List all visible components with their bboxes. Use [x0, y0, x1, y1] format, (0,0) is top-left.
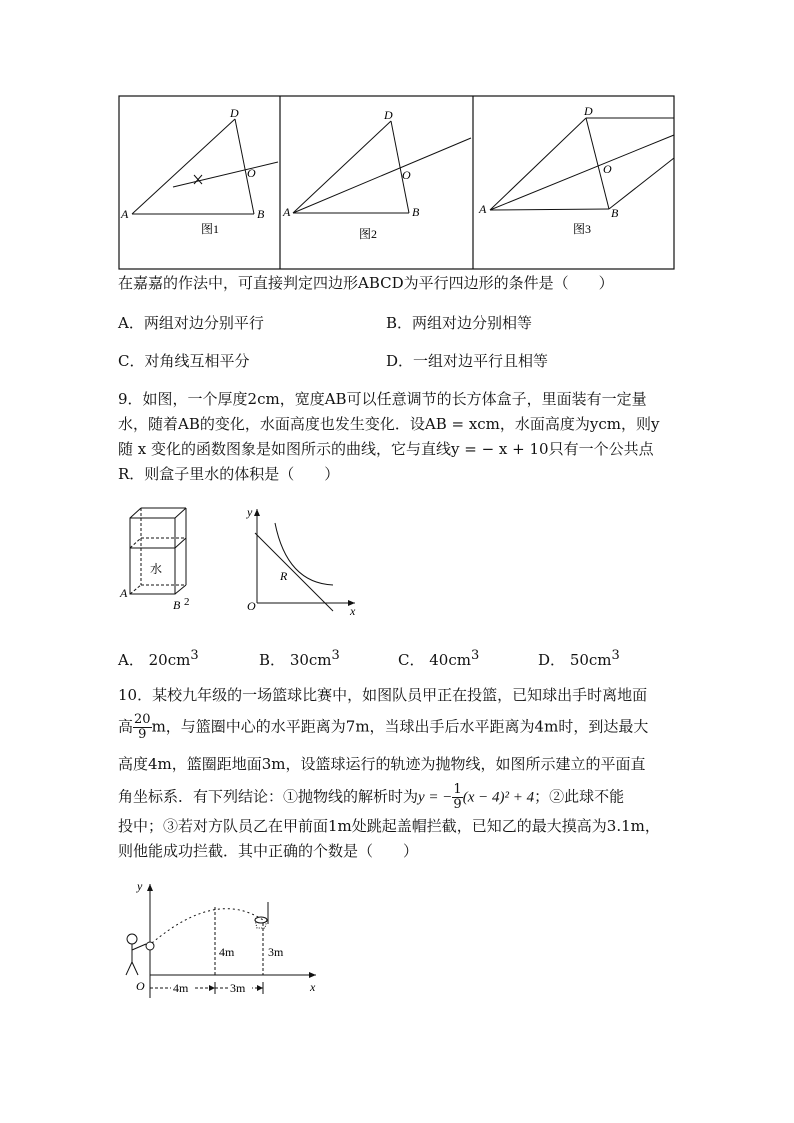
fig2-caption: 图2: [359, 227, 378, 241]
q8-option-d[interactable]: D．一组对边平行且相等: [386, 352, 549, 370]
fig3-label-o: O: [603, 162, 612, 176]
q8-stem: 在嘉嘉的作法中，可直接判定四边形ABCD为平行四边形的条件是（ ）: [118, 274, 614, 292]
fig3-label-d: D: [584, 104, 593, 118]
top-figures: [118, 95, 676, 271]
q9-line-4: R．则盒子里水的体积是（ ）: [118, 465, 340, 483]
q9-water-label: 水: [150, 562, 163, 576]
q9-option-c[interactable]: C． $40cm^3$: [398, 648, 480, 669]
q9-box-label-two: 2: [184, 596, 190, 608]
figure-2: [282, 108, 471, 241]
q10-line-5: 投中；③若对方队员乙在甲前面1m处跳起盖帽拦截，已知乙的最大摸高为3.1m，: [118, 817, 660, 835]
figure-3: [478, 104, 674, 236]
fig1-label-a: A: [121, 207, 129, 221]
q9-box-label-b: B: [173, 598, 181, 612]
q10-line-2: 高 $\frac{20}{9}$ m，与篮圈中心的水平距离为7m，当球出手后水平距离为4m时，到达最大: [118, 712, 649, 742]
q10-basketball-figure: [118, 880, 323, 1000]
q10-line-1: 10．某校九年级的一场篮球比赛中，如图队员甲正在投篮，已知球出手时离地面: [118, 686, 648, 704]
q9-line-3: 随 x 变化的函数图象是如图所示的曲线，它与直线y = − x + 10只有一个公共点: [118, 440, 654, 458]
q8-option-b[interactable]: B．两组对边分别相等: [386, 314, 533, 332]
q10-height-3m: 3m: [268, 945, 284, 959]
fig1-label-o: O: [247, 166, 256, 180]
q9-line-2: 水，随着AB的变化，水面高度也发生变化．设AB = xcm，水面高度为ycm，则y: [118, 415, 660, 433]
q9-line-1: 9．如图，一个厚度2cm，宽度AB可以任意调节的长方体盒子，里面装有一定量: [118, 390, 647, 408]
q10-origin-o: O: [136, 979, 145, 993]
q9-option-d[interactable]: D． $50cm^3$: [538, 648, 620, 669]
q9-option-a[interactable]: A． $20cm^3$: [118, 648, 199, 669]
figure-1: [120, 106, 278, 236]
fig1-label-d: D: [230, 106, 239, 120]
q10-line-4: 角坐标系．有下列结论：①抛物线的解析时为y = − $\frac{1}{9}$ (x − 4)² + 4；②此球不能: [118, 782, 625, 812]
q10-line-6: 则他能成功拦截．其中正确的个数是（ ）: [118, 842, 419, 860]
q10-distance-4m: 4m: [173, 981, 189, 995]
fig1-label-b: B: [257, 207, 265, 221]
fig2-label-d: D: [384, 108, 393, 122]
q8-option-c[interactable]: C．对角线互相平分: [118, 352, 250, 370]
fig1-caption: 图1: [201, 222, 220, 236]
q9-box-figure: [118, 502, 198, 614]
q9-option-b[interactable]: B． $30cm^3$: [259, 648, 340, 669]
q10-line-3: 高度4m，篮圈距地面3m，设篮球运行的轨迹为抛物线，如图所示建立的平面直: [118, 755, 646, 773]
fig2-label-a: A: [283, 205, 291, 219]
q10-height-4m: 4m: [219, 945, 235, 959]
fig3-caption: 图3: [573, 222, 592, 236]
q10-axis-y: y: [137, 880, 143, 893]
q8-option-a[interactable]: A．两组对边分别平行: [118, 314, 264, 332]
q10-axis-x: x: [310, 980, 316, 994]
fig2-label-o: O: [402, 168, 411, 182]
fig3-label-a: A: [479, 202, 487, 216]
q9-graph-y: y: [247, 505, 253, 519]
fig3-label-b: B: [611, 206, 619, 220]
q9-graph-o: O: [247, 599, 256, 613]
fig2-label-b: B: [412, 205, 420, 219]
q10-distance-3m: 3m: [230, 981, 246, 995]
q9-graph-x: x: [350, 604, 356, 617]
q9-graph-r: R: [280, 569, 288, 583]
q9-graph-figure: [235, 505, 360, 617]
q9-box-label-a: A: [120, 586, 128, 600]
